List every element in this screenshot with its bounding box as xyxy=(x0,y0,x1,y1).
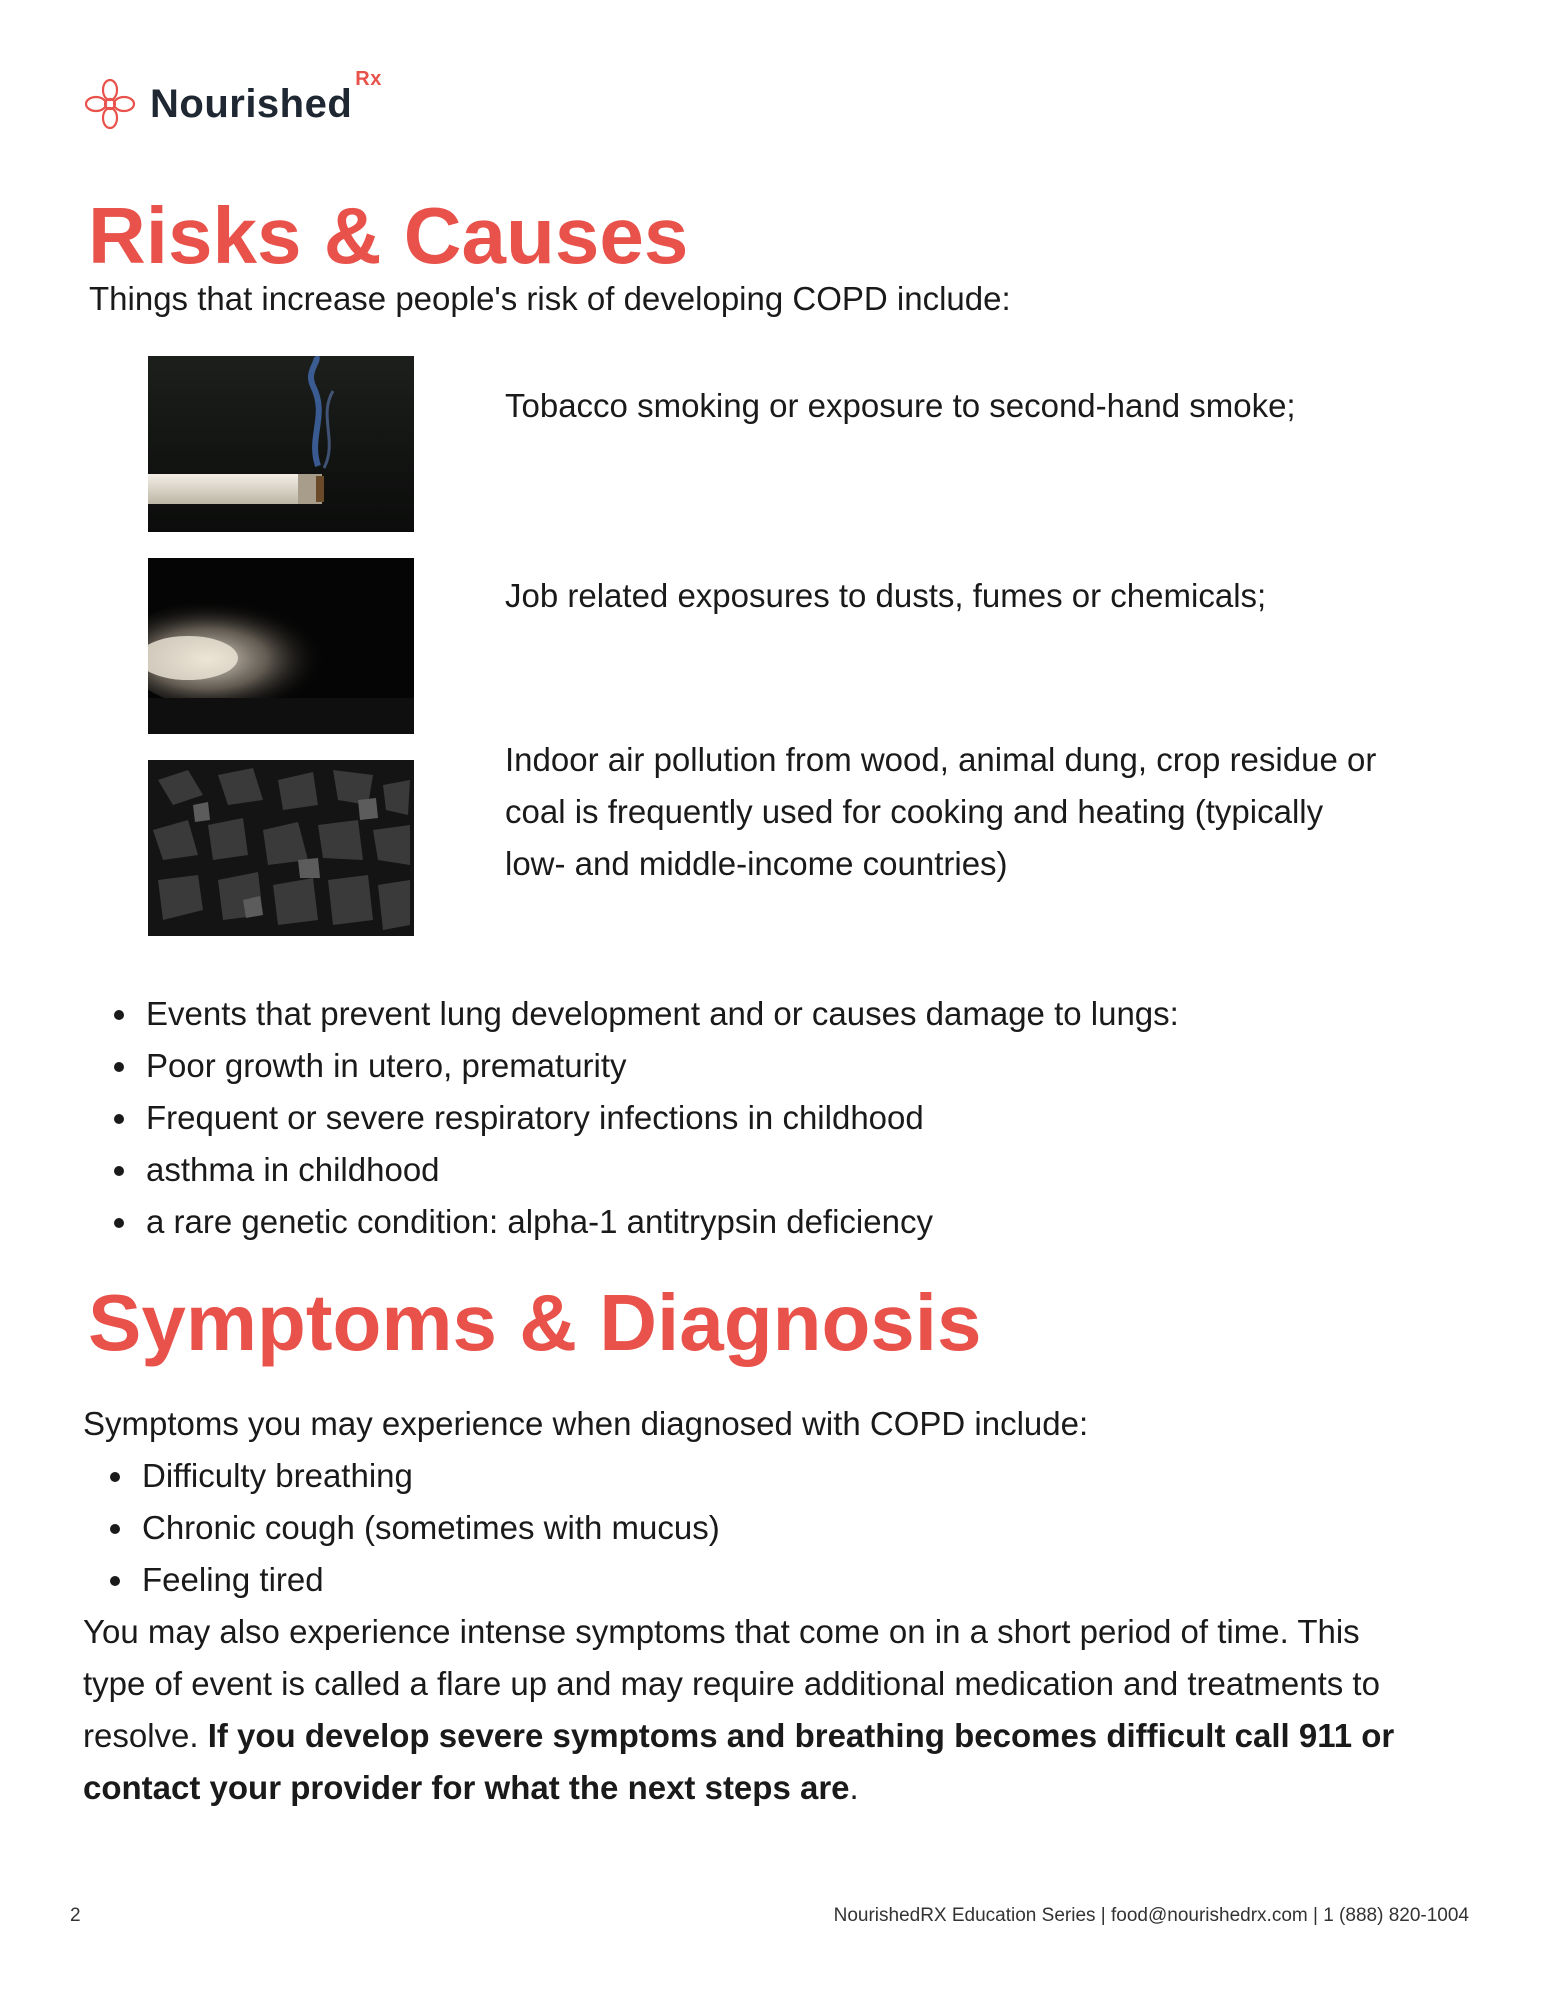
list-item: a rare genetic condition: alpha-1 antitrypsin deficiency xyxy=(146,1196,1179,1248)
symptoms-intro: Symptoms you may experience when diagnosed with COPD include: xyxy=(83,1405,1089,1442)
brand-logo xyxy=(84,67,382,130)
list-item: Feeling tired xyxy=(142,1554,720,1606)
flower-logo-icon xyxy=(84,78,136,130)
page-number: 2 xyxy=(70,1905,81,1926)
risk-item-text: Tobacco smoking or exposure to second-hand smoke; xyxy=(505,387,1296,424)
symptoms-heading: Symptoms & Diagnosis xyxy=(88,1278,982,1367)
list-item: Difficulty breathing xyxy=(142,1450,720,1502)
bullet-dot xyxy=(110,1524,120,1534)
cigarette-photo xyxy=(148,356,414,532)
brand-superscript: Rx xyxy=(355,67,382,90)
bullet-dot xyxy=(114,1218,124,1228)
risks-heading: Risks & Causes xyxy=(88,191,689,280)
bullet-dot xyxy=(110,1576,120,1586)
bullet-dot xyxy=(114,1062,124,1072)
bullet-dot xyxy=(114,1010,124,1020)
risks-intro: Things that increase people's risk of developing COPD include: xyxy=(89,280,1011,317)
list-item: Poor growth in utero, prematurity xyxy=(146,1040,1179,1092)
risk-item-text: Job related exposures to dusts, fumes or chemicals; xyxy=(505,577,1267,614)
list-item: Frequent or severe respiratory infections in childhood xyxy=(146,1092,1179,1144)
flare-up-paragraph xyxy=(83,1606,1423,1814)
bullet-dot xyxy=(110,1472,120,1482)
footer-contact-info: NourishedRX Education Series | food@nourishedrx.com | 1 (888) 820-1004 xyxy=(833,1905,1469,1926)
risk-bullet-list xyxy=(146,988,1179,1248)
symptom-bullet-list xyxy=(142,1450,720,1606)
list-item: Events that prevent lung development and or causes damage to lungs: xyxy=(146,988,1179,1040)
list-item: asthma in childhood xyxy=(146,1144,1179,1196)
list-item: Chronic cough (sometimes with mucus) xyxy=(142,1502,720,1554)
brand-name: Nourished$^{Rx}$ xyxy=(150,67,382,126)
coal-photo xyxy=(148,760,414,936)
risk-item-text: Indoor air pollution from wood, animal dung, crop residue or coal is frequently used for cooking and heating (typically low- and middle-income countries) xyxy=(505,741,1377,882)
paragraph-plain: You may also experience intense symptoms that come on in a short period of time. This type of event is called a flare up and may require additional medication and treatments to resolve. xyxy=(83,1613,1380,1754)
paragraph-end: . xyxy=(849,1769,859,1806)
bullet-dot xyxy=(114,1114,124,1124)
paragraph-emphasis: If you develop severe symptoms and breathing becomes difficult call 911 or contact your provider for what the next steps are xyxy=(83,1717,1395,1806)
bullet-dot xyxy=(114,1166,124,1176)
dust-photo xyxy=(148,558,414,734)
